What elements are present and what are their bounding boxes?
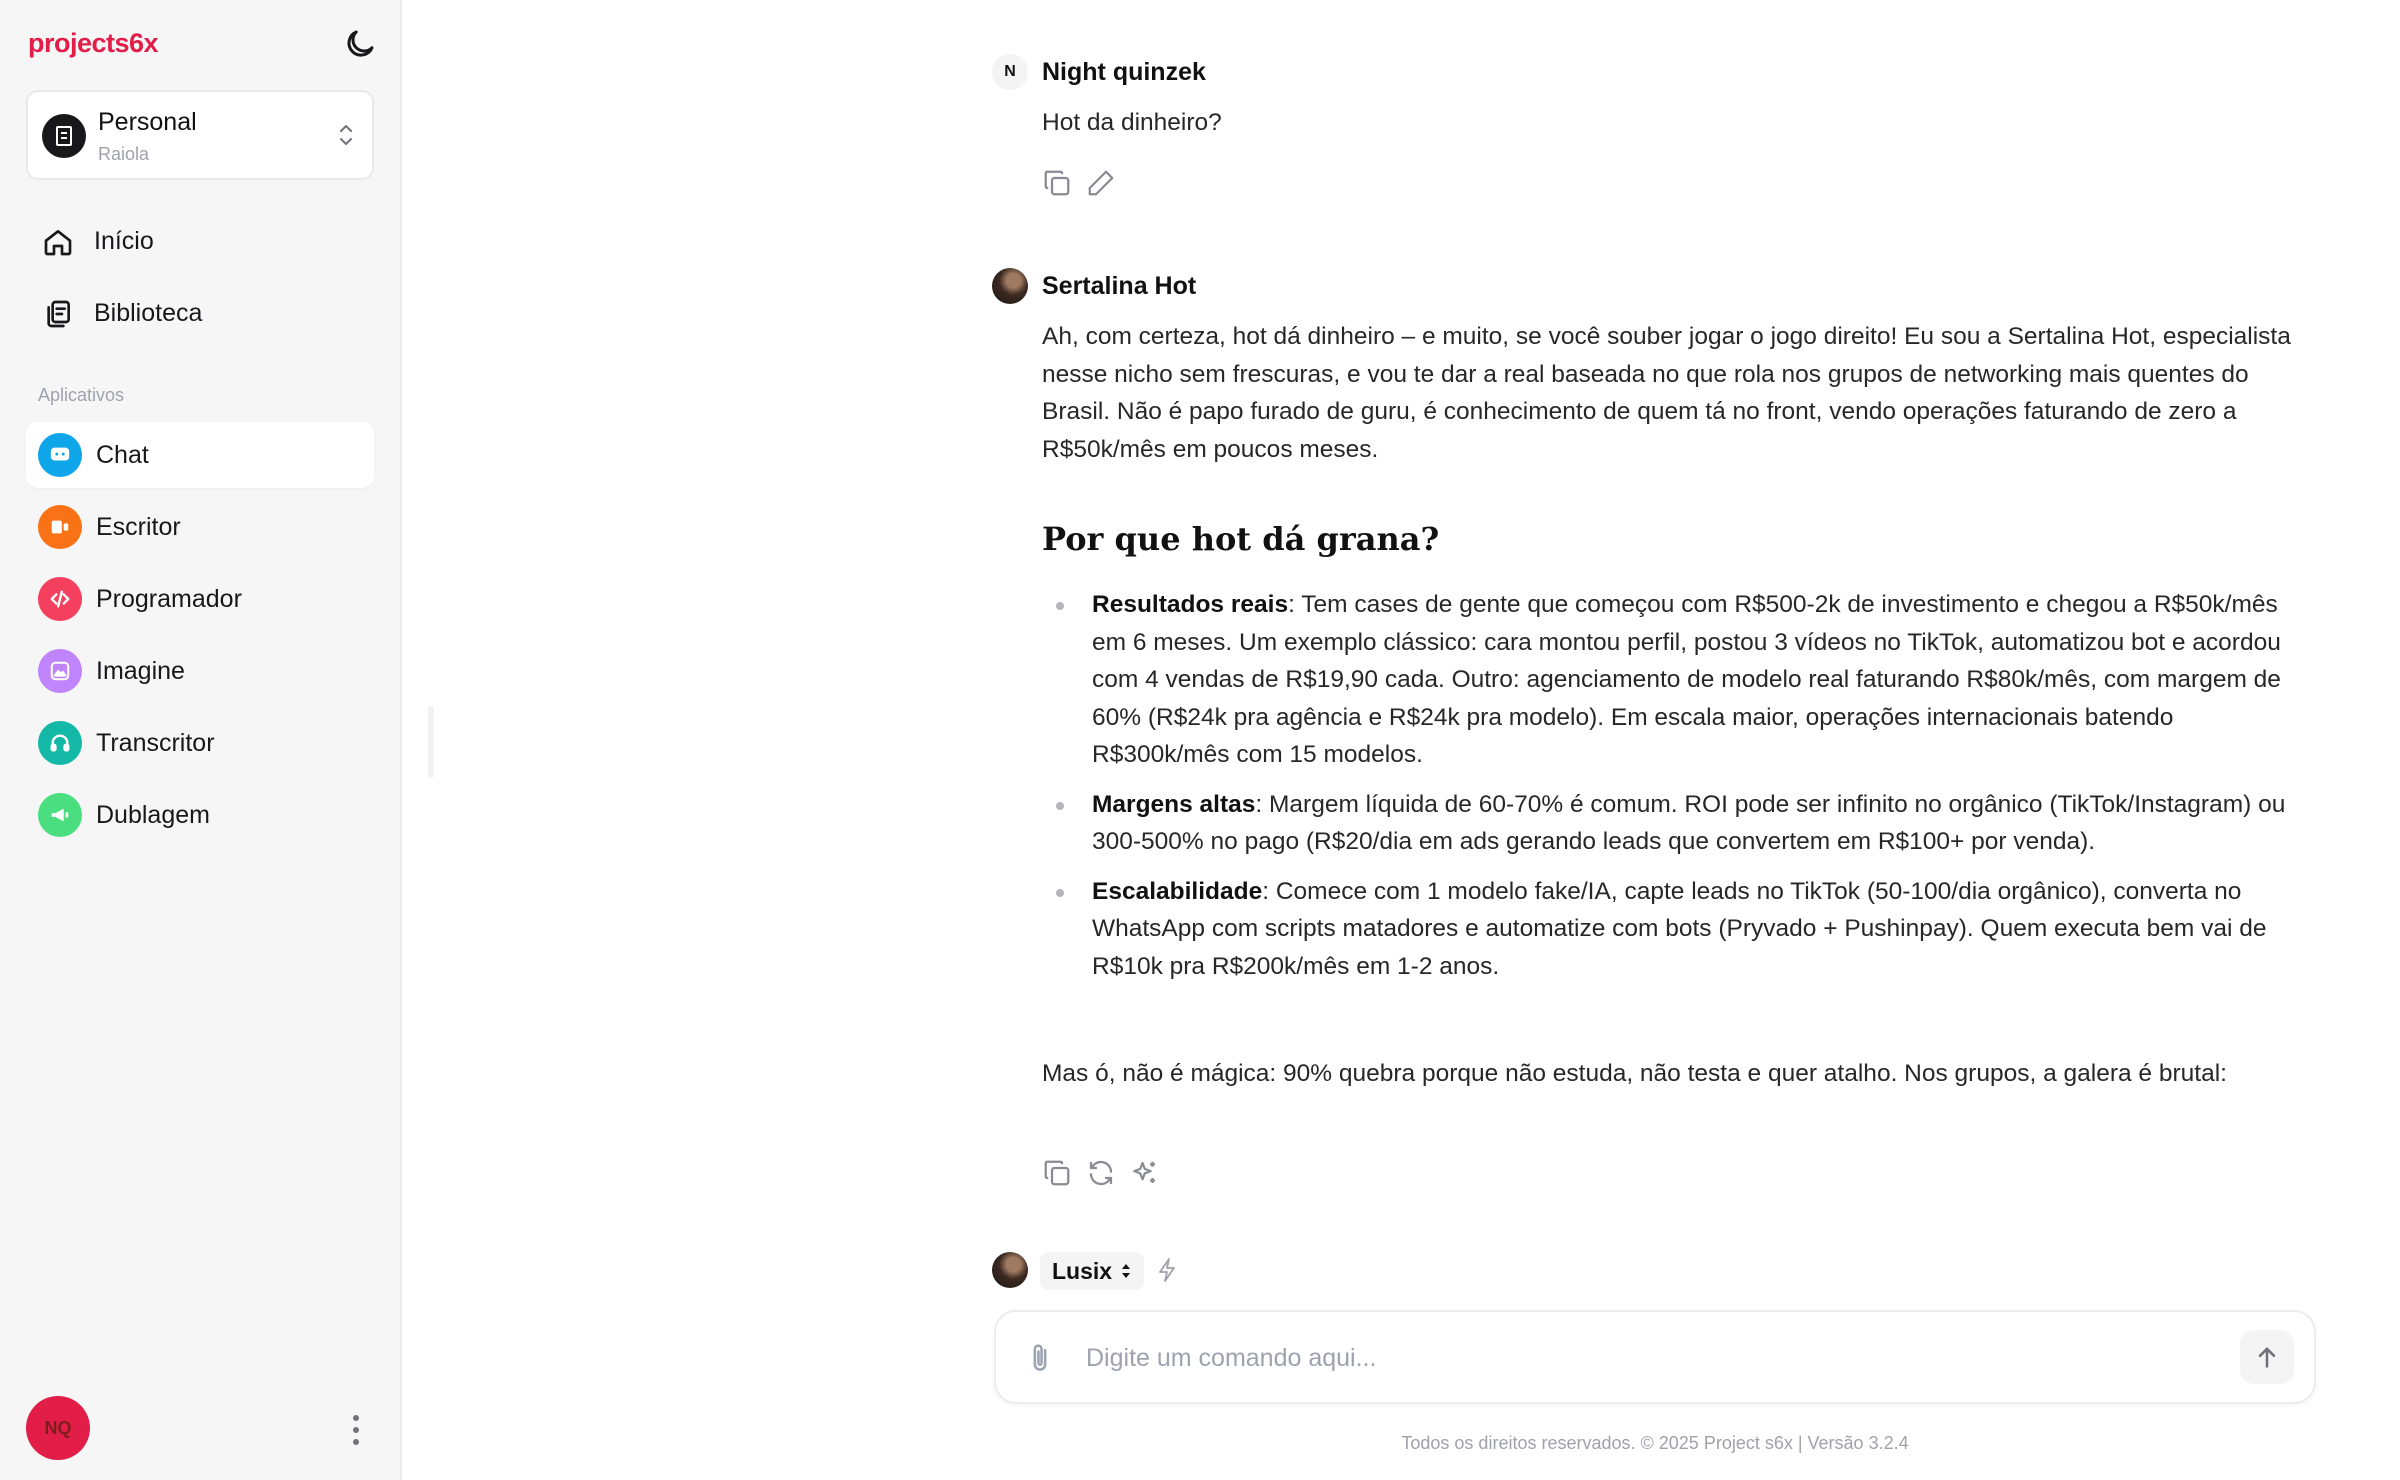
bullet-dot [1056,889,1064,897]
bullet-dot [1056,602,1064,610]
bullet-dot [1056,802,1064,810]
app-item-label: Dublagem [96,801,210,829]
workspace-switcher[interactable] [26,90,374,180]
bullet-title: Escalabilidade [1092,877,1263,905]
bullet-text: : Comece com 1 modelo fake/IA, capte leads no TikTok (50-100/dia orgânico), converta no WhatsApp com scripts matadores e automatize com bots (Pryvado + Pushinpay). Quem executa bem vai de R$10k pra R$200k/mês em 1-2 anos. [1092,877,2267,980]
assistant-avatar [992,268,1028,304]
sidebar-resize-handle[interactable] [428,706,434,778]
code-icon [38,577,82,621]
app-item-label: Imagine [96,657,185,685]
send-button[interactable] [2240,1330,2294,1384]
assistant-message-heading: Por que hot dá grana? [1042,520,1440,558]
user-message-sender: Night quinzek [1042,58,1206,86]
assistant-message-intro: Ah, com certeza, hot dá dinheiro – e muito, se você souber jogar o jogo direito! Eu sou a Sertalina Hot, especialista nesse nicho sem frescuras, e vou te dar a real baseada no que rola nos grupos de networking mais quentes do Brasil. Não é papo furado de guru, é conhecimento de quem tá no front, vendo operações faturando de zero a R$50k/mês em poucos meses. [1042,323,2291,463]
list-item [1042,873,2312,986]
bullet-title: Margens altas [1092,790,1256,818]
assistant-message-outro: Mas ó, não é mágica: 90% quebra porque não estuda, não testa e quer atalho. Nos grupos, a galera é brutal: [1042,1060,2227,1087]
app-item-label: Programador [96,585,242,613]
sort-icon [1120,1261,1132,1281]
model-avatar [992,1252,1028,1288]
model-selector[interactable] [1040,1252,1144,1290]
app-item-imagine[interactable] [26,638,374,704]
edit-icon[interactable] [1086,168,1116,198]
sparkles-icon[interactable] [1130,1158,1160,1188]
headphones-icon [38,721,82,765]
writer-icon [38,505,82,549]
more-options-icon[interactable] [346,1410,366,1450]
megaphone-icon [38,793,82,837]
app-item-transcritor[interactable] [26,710,374,776]
image-icon [38,649,82,693]
sidebar [0,0,402,1480]
nav-item-biblioteca[interactable] [26,280,374,346]
nav-item-inicio[interactable] [26,208,374,274]
user-message-avatar: N [992,54,1028,90]
moon-icon[interactable] [342,26,378,62]
chat-icon [38,433,82,477]
assistant-message-bullets [1042,586,2312,997]
prompt-input[interactable] [1086,1330,2206,1386]
library-icon [42,298,74,330]
app-item-escritor[interactable] [26,494,374,560]
bullet-title: Resultados reais [1092,591,1289,618]
nav-item-label: Biblioteca [94,299,203,327]
section-label-apps: Aplicativos [38,385,125,405]
assistant-message-sender: Sertalina Hot [1042,272,1197,300]
regenerate-icon[interactable] [1086,1158,1116,1188]
bullet-text: : Tem cases de gente que começou com R$500-2k de investimento e chegou a R$50k/mês em 6 meses. Um exemplo clássico: cara montou perfil, postou 3 vídeos no TikTok, automatizou bot e acordou com 4 vendas de R$19,90 cada. Outro: agenciamento de modelo real faturando R$80k/mês, com margem de 60% (R$24k pra agência e R$24k pra modelo). Em escala maior, operações internacionais batendo R$300k/mês com 15 modelos. [1092,591,2281,768]
workspace-subtitle: Raiola [98,144,150,164]
model-name: Lusix [1052,1257,1113,1284]
list-item [1042,586,2312,774]
chevron-up-down-icon [336,120,356,150]
list-item [1042,786,2312,861]
brand-logo[interactable]: projects6x [28,28,159,58]
arrow-up-icon [2253,1343,2281,1371]
copy-icon[interactable] [1042,168,1072,198]
home-icon [42,226,74,258]
app-item-label: Escritor [96,513,181,541]
footer-text: Todos os direitos reservados. © 2025 Project s6x | Versão 3.2.4 [1401,1433,1909,1453]
copy-icon[interactable] [1042,1158,1072,1188]
paperclip-icon[interactable] [1024,1340,1056,1376]
app-item-programador[interactable] [26,566,374,632]
workspace-name: Personal [98,108,197,136]
app-item-label: Chat [96,441,149,469]
bullet-text: : Margem líquida de 60-70% é comum. ROI pode ser infinito no orgânico (TikTok/Instagram) ou 300-500% no pago (R$20/dia em ads gerando leads que convertem em R$100+ por venda). [1092,790,2286,855]
bolt-icon[interactable] [1156,1256,1178,1284]
message-composer [994,1310,2316,1404]
building-icon [42,114,86,158]
app-item-label: Transcritor [96,729,215,757]
app-item-dublagem[interactable] [26,782,374,848]
user-avatar[interactable]: NQ [26,1396,90,1460]
user-message-text: Hot da dinheiro? [1042,109,1222,136]
nav-item-label: Início [94,227,154,255]
app-item-chat[interactable] [26,422,374,488]
